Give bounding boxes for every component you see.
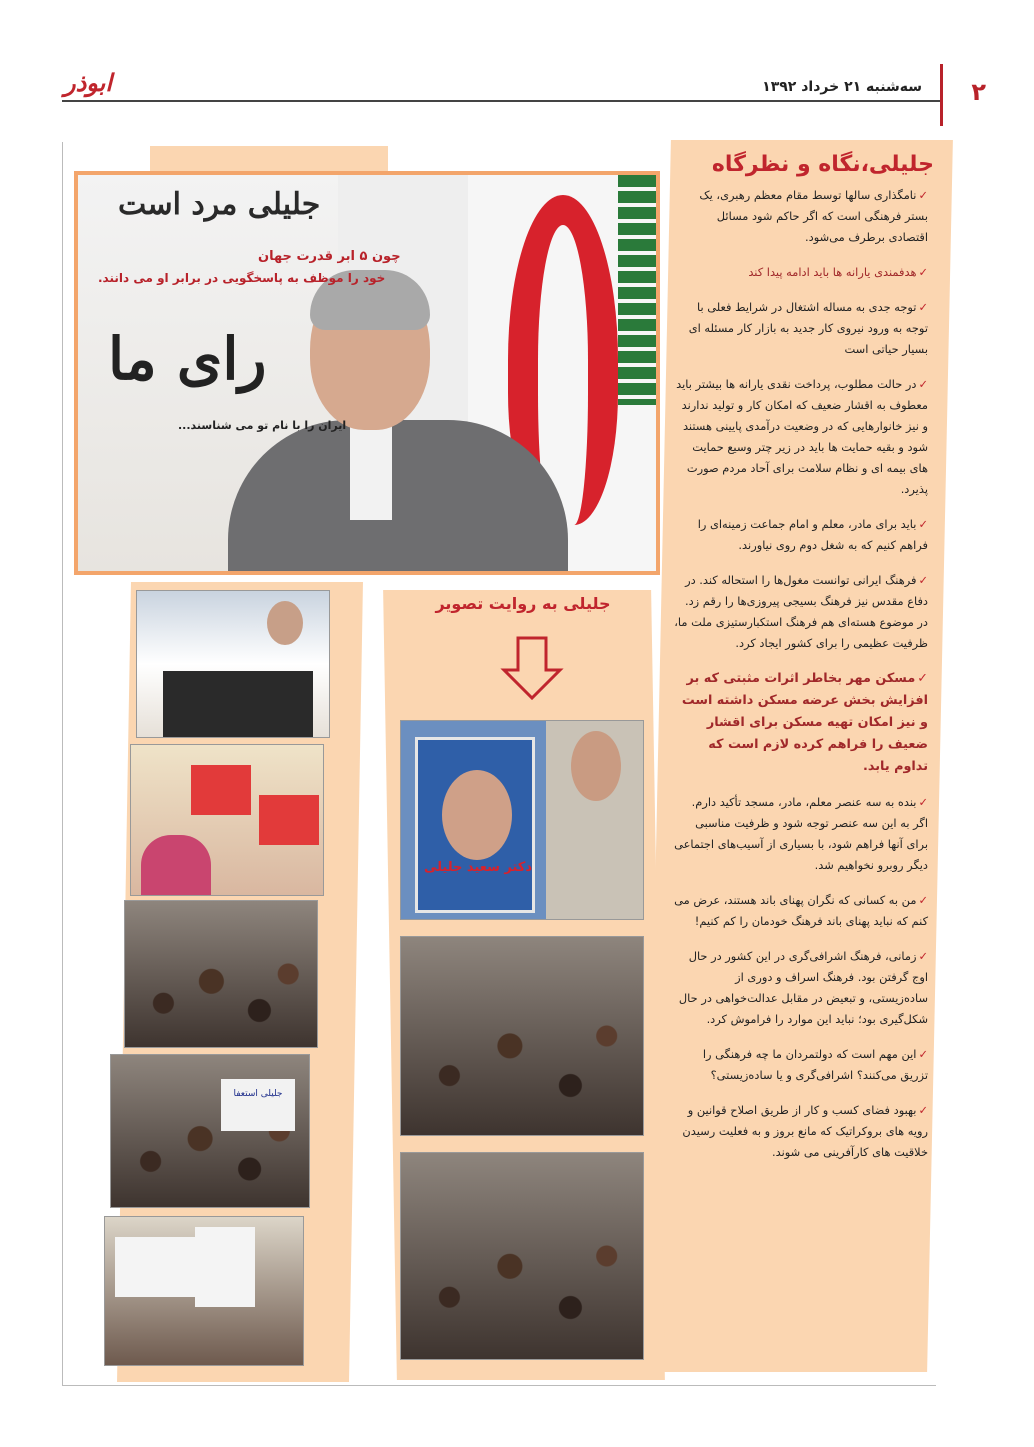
list-item: ✓این مهم است که دولتمردان ما چه فرهنگی را تزریق می‌کنند؟ اشرافی‌گری و یا ساده‌زیستی؟ <box>702 1047 928 1082</box>
list-item: ✓بهبود فضای کسب و کار از طریق اصلاح قوانین و رویه های بروکراتیک که مانع بروز و به فعلیت رسیدن خلاقیت های کارآفرینی می شوند. <box>682 1103 928 1159</box>
right-column-title: جلیلی،نگاه و نظرگاه <box>711 152 934 177</box>
check-icon: ✓ <box>918 377 928 391</box>
list-item: ✓مسکن مهر بخاطر اثرات مثبتی که بر افزایش بخش عرضه مسکن داشته است و نیز امکان تهیه مسکن برای اقشار ضعیف را فراهم کرده لازم است که تداوم یابد. <box>681 671 928 774</box>
check-icon: ✓ <box>918 188 928 202</box>
check-icon: ✓ <box>918 573 928 587</box>
check-icon: ✓ <box>918 1103 928 1117</box>
child-face <box>571 731 621 801</box>
list-item: ✓توجه جدی به مساله اشتغال در شرایط فعلی با توجه به ورود نیروی کار جدید به بازار کار مسئله ای بسیار حیاتی است <box>688 300 928 356</box>
arrow-down-icon <box>500 636 564 700</box>
hero-tagline: ایران را با نام تو می شناسند... <box>178 419 347 432</box>
header-divider <box>940 64 943 126</box>
hero-image <box>74 171 660 575</box>
check-icon: ✓ <box>918 1047 928 1061</box>
photo-rally-crowd <box>124 900 318 1048</box>
list-item: ✓هدفمندی یارانه ها باید ادامه پیدا کند <box>748 265 928 279</box>
check-icon: ✓ <box>918 795 928 809</box>
photo-placards <box>110 1054 310 1208</box>
list-item: ✓باید برای مادر، معلم و امام جماعت زمینه‌ای را فراهم کنیم که به شغل دوم روی نیاورند. <box>697 517 928 552</box>
list-item: ✓در حالت مطلوب، پرداخت نقدی یارانه ها بیشتر باید معطوف به اقشار ضعیف که امکان کار و تولید ندارند و نیز خانوارهایی که در وضعیت درآمدی پایینی هستند شود و بقیه حمایت ها باید در زیر چتر وسیع حمایت های بیمه ای و نظام سلامت برای آحاد مردم صورت پذیرد. <box>676 377 928 496</box>
page-number: ۲ <box>971 78 986 106</box>
check-icon: ✓ <box>918 517 928 531</box>
header-rule <box>62 100 940 102</box>
check-icon: ✓ <box>917 671 928 686</box>
hero-subtitle: چون ۵ ابر قدرت جهان <box>258 249 401 264</box>
hero-title: جلیلی مرد است <box>118 187 321 222</box>
photo-handwritten-signs <box>104 1216 304 1366</box>
issue-date: سه‌شنبه ۲۱ خرداد ۱۳۹۲ <box>762 79 922 95</box>
photo-supporters-signs <box>130 744 324 896</box>
check-icon: ✓ <box>918 893 928 907</box>
list-item: ✓فرهنگ ایرانی توانست مغول‌ها را استحاله کند. در دفاع مقدس نیز فرهنگ بسیجی پیروزی‌ها را رقم زد. در موضوع هسته‌ای هم فرهنگ استکبارستیزی ملت ما، ظرفیت عظیمی را برای کشور ایجاد کرد. <box>674 573 928 650</box>
placard-text: جلیلی استعفا <box>221 1079 295 1131</box>
photo-podium <box>136 590 330 738</box>
list-item: ✓زمانی، فرهنگ اشرافی‌گری در این کشور در حال اوج گرفتن بود. فرهنگ اسراف و دوری از ساده‌زیستی، و تبعیض در مقابل عدالت‌خواهی در حال شکل‌گیری بود؛ نباید این موارد را فراموش کرد. <box>678 949 928 1026</box>
list-item: ✓بنده به سه عنصر معلم، مادر، مسجد تأکید دارم. اگر به این سه عنصر توجه شود و ظرفیت مناسبی برای آنها فراهم شود، با بسیاری از آسیب‌های اجتماعی دیگر روبرو نخواهیم شد. <box>674 795 928 872</box>
photo-poster-child <box>400 720 644 920</box>
page-header <box>0 0 1034 130</box>
list-item: ✓نامگذاری سالها توسط مقام معظم رهبری، یک بستر فرهنگی است که اگر حاکم شود مسائل اقتصادی برطرف می‌شود. <box>699 188 928 244</box>
list-item: ✓من به کسانی که نگران پهنای باند هستند، عرض می کنم که نباید پهنای باند فرهنگ خودمان را کم کنیم! <box>674 893 928 928</box>
hero-subtitle-2: خود را موظف به پاسخگویی در برابر او می دانند. <box>98 271 386 285</box>
publication-logo: ابوذر <box>64 68 113 97</box>
podium <box>163 671 313 737</box>
middle-column-title: جلیلی به روایت تصویر <box>435 594 611 613</box>
check-icon: ✓ <box>918 949 928 963</box>
poster-text: دکتر سعید جلیلی <box>423 860 533 875</box>
photo-crowd-stage <box>400 936 644 1136</box>
check-icon: ✓ <box>918 300 928 314</box>
campaign-poster <box>415 737 535 913</box>
flag-stripe <box>618 175 658 405</box>
photo-crowd-close <box>400 1152 644 1360</box>
check-icon: ✓ <box>918 265 928 279</box>
hero-calligraphy: رای ما <box>108 325 267 393</box>
right-column <box>674 148 936 1363</box>
